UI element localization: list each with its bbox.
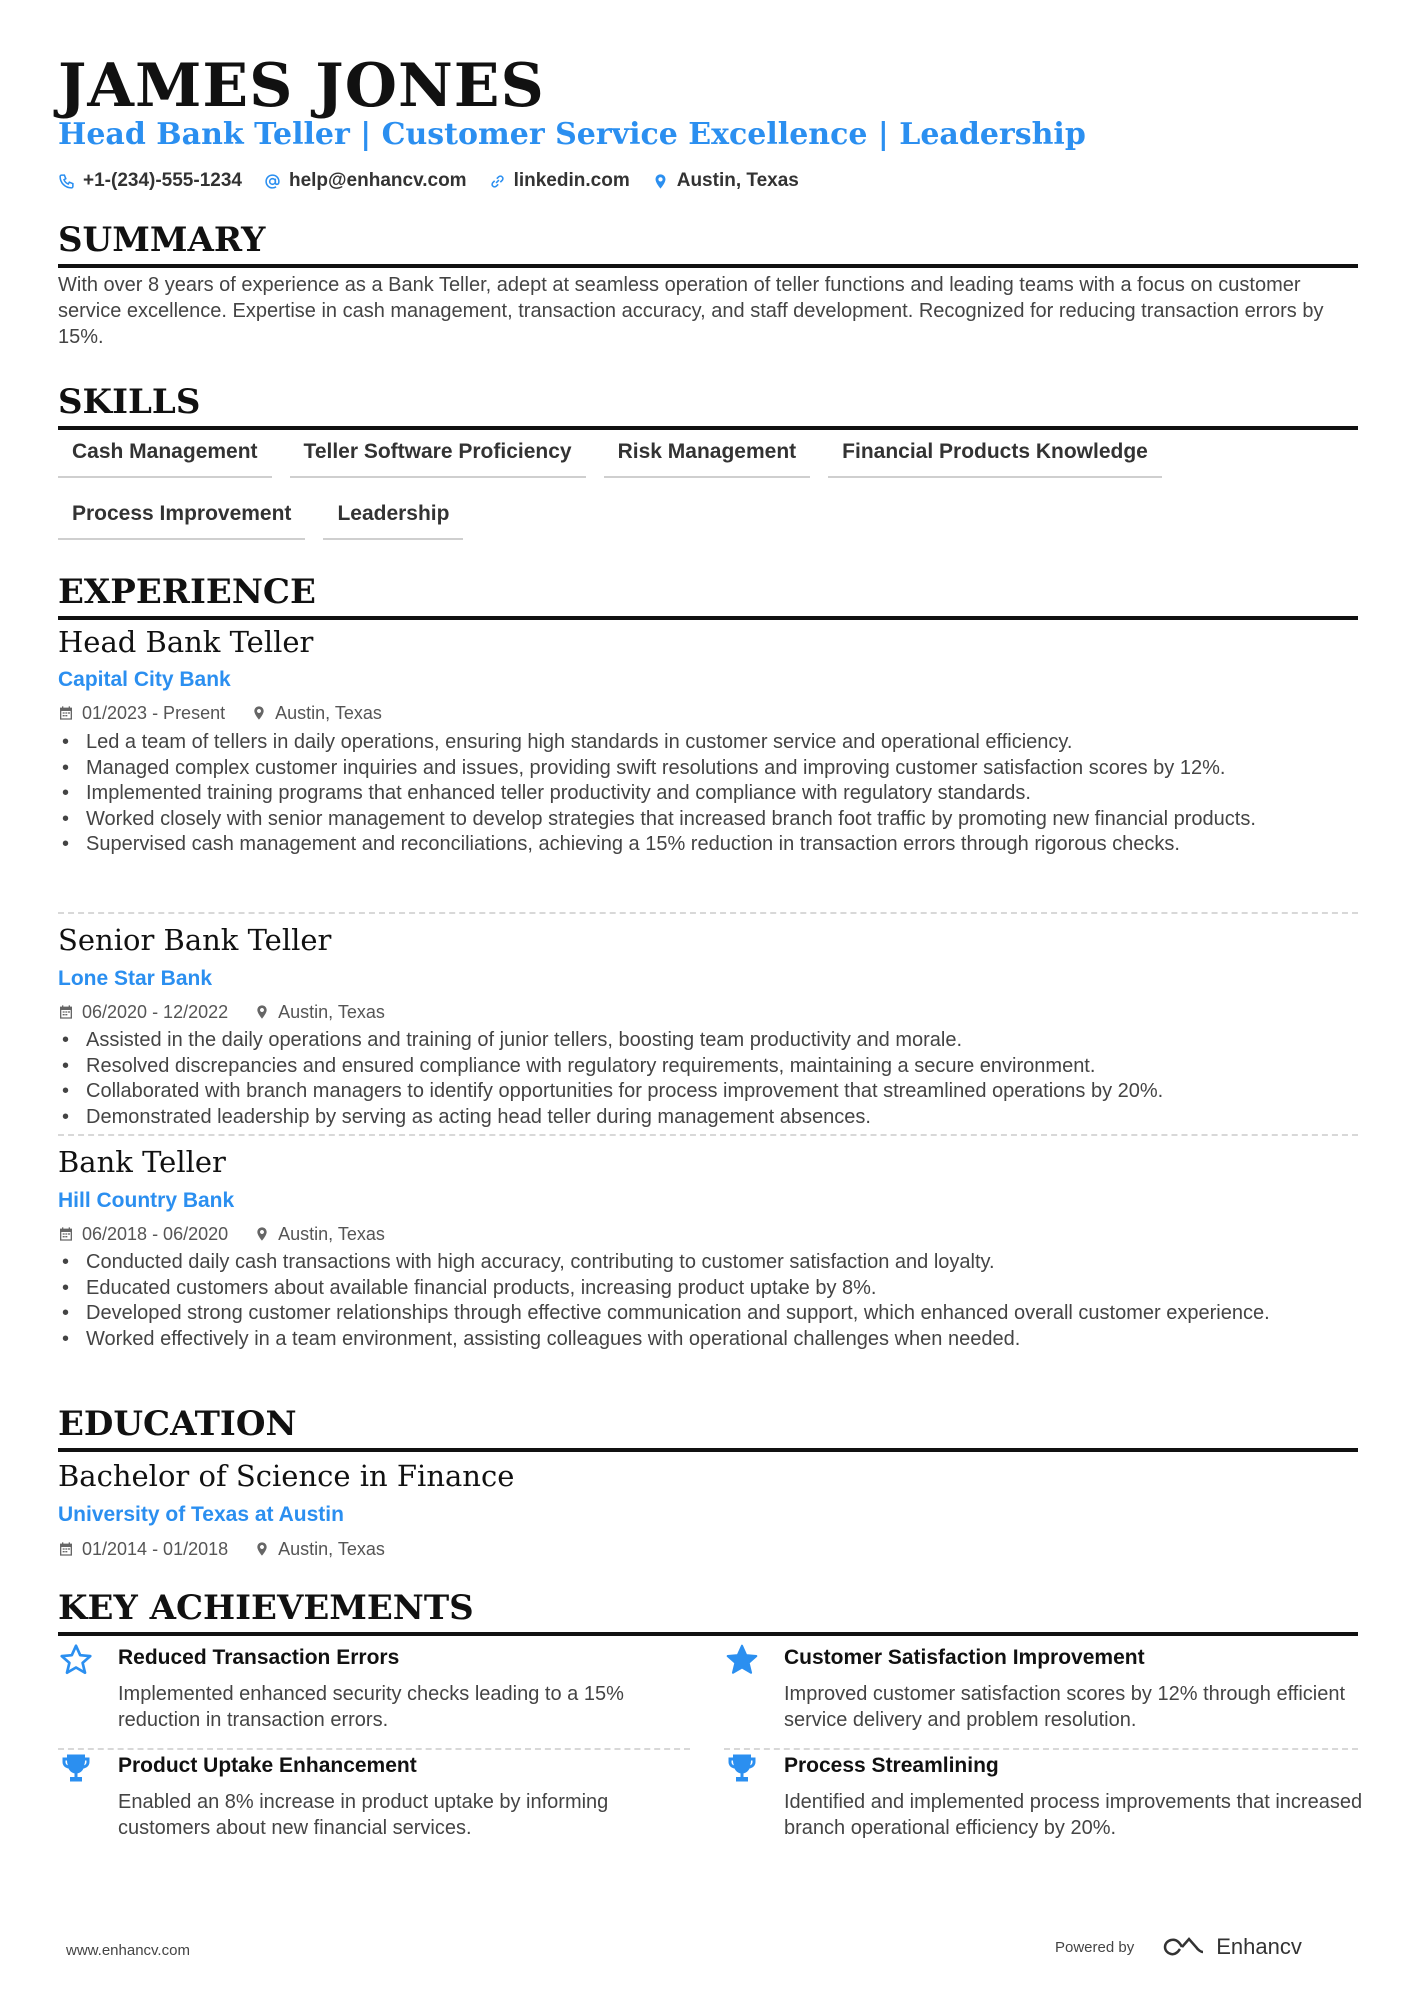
bullet-item: • Resolved discrepancies and ensured compliance with regulatory requirements, maintaining a secure environment. bbox=[58, 1054, 1358, 1080]
job-location: Austin, Texas bbox=[275, 703, 382, 723]
company-name: Capital City Bank bbox=[58, 668, 231, 691]
bullet-item: • Worked closely with senior management to develop strategies that increased branch foot traffic by promoting new financial products. bbox=[58, 807, 1358, 833]
enhancv-logo-icon bbox=[1162, 1935, 1206, 1959]
section-title-skills: SKILLS bbox=[58, 380, 1358, 430]
contact-linkedin[interactable] bbox=[489, 168, 630, 194]
company-name: Hill Country Bank bbox=[58, 1189, 235, 1212]
job-title: Head Bank Teller bbox=[58, 625, 314, 659]
summary-text: With over 8 years of experience as a Bank Teller, adept at seamless operation of teller functions and leading teams with a focus on customer service excellence. Expertise in cash management, transaction accuracy, and staff development. Recognized for reducing transaction errors by 15%. bbox=[58, 274, 1324, 348]
job-bullets bbox=[58, 730, 1358, 858]
skills-list bbox=[58, 438, 1358, 540]
powered-by-label: Powered by bbox=[1055, 1938, 1135, 1956]
section-title-summary: SUMMARY bbox=[58, 218, 1358, 268]
job-meta bbox=[58, 701, 382, 725]
footer-website-link[interactable]: www.enhancv.com bbox=[66, 1942, 190, 1959]
phone-text: +1-(234)-555-1234 bbox=[83, 170, 242, 191]
school-name: University of Texas at Austin bbox=[58, 1503, 344, 1526]
education-location: Austin, Texas bbox=[278, 1539, 385, 1559]
company-name: Lone Star Bank bbox=[58, 967, 213, 990]
bullet-item: • Led a team of tellers in daily operations, ensuring high standards in customer service and operational efficiency. bbox=[58, 730, 1358, 756]
bullet-item: • Educated customers about available financial products, increasing product uptake by 8%. bbox=[58, 1276, 1358, 1302]
skill-tag: Process Improvement bbox=[58, 500, 305, 540]
location-pin-icon bbox=[254, 1541, 270, 1557]
bullet-item: • Conducted daily cash transactions with high accuracy, contributing to customer satisfaction and loyalty. bbox=[58, 1250, 1358, 1276]
job-title: Senior Bank Teller bbox=[58, 923, 332, 957]
bullet-item: • Demonstrated leadership by serving as acting head teller during management absences. bbox=[58, 1105, 1358, 1131]
bullet-item: • Collaborated with branch managers to identify opportunities for process improvement that streamlined operations by 20%. bbox=[58, 1079, 1358, 1105]
contact-phone[interactable] bbox=[58, 168, 242, 194]
location-pin-icon bbox=[254, 1004, 270, 1020]
location-pin-icon bbox=[251, 705, 267, 721]
bullet-item: • Worked effectively in a team environment, assisting colleagues with operational challenges when needed. bbox=[58, 1327, 1358, 1353]
bullet-item: • Assisted in the daily operations and training of junior tellers, boosting team productivity and morale. bbox=[58, 1028, 1358, 1054]
star-filled-icon bbox=[724, 1642, 760, 1678]
job-meta bbox=[58, 1000, 385, 1024]
footer-branding bbox=[1055, 1934, 1302, 1960]
calendar-icon bbox=[58, 1226, 74, 1242]
achievement-divider bbox=[724, 1748, 1358, 1750]
calendar-icon bbox=[58, 705, 74, 721]
achievement-desc: Enabled an 8% increase in product uptake by informing customers about new financial services. bbox=[118, 1791, 609, 1839]
location-pin-icon bbox=[652, 173, 669, 190]
skill-tag: Teller Software Proficiency bbox=[290, 438, 586, 478]
job-dates: 06/2020 - 12/2022 bbox=[82, 1002, 229, 1022]
section-title-experience: EXPERIENCE bbox=[58, 570, 1358, 620]
skill-tag: Risk Management bbox=[604, 438, 811, 478]
achievement-desc: Identified and implemented process improvements that increased branch operational efficiency by 20%. bbox=[784, 1791, 1363, 1839]
section-title-achievements: KEY ACHIEVEMENTS bbox=[58, 1586, 1358, 1636]
job-bullets bbox=[58, 1028, 1358, 1130]
achievement-title: Process Streamlining bbox=[784, 1754, 999, 1777]
linkedin-text: linkedin.com bbox=[513, 170, 630, 191]
achievement-desc: Implemented enhanced security checks leading to a 15% reduction in transaction errors. bbox=[118, 1683, 624, 1731]
at-icon bbox=[264, 173, 281, 190]
bullet-item: • Supervised cash management and reconciliations, achieving a 15% reduction in transaction errors through rigorous checks. bbox=[58, 832, 1358, 858]
education-dates: 01/2014 - 01/2018 bbox=[82, 1539, 229, 1559]
email-text: help@enhancv.com bbox=[288, 170, 467, 191]
achievement-title: Product Uptake Enhancement bbox=[118, 1754, 417, 1777]
job-meta bbox=[58, 1222, 385, 1246]
brand-logo[interactable] bbox=[1162, 1934, 1302, 1960]
contact-bar bbox=[58, 168, 799, 194]
trophy-icon bbox=[58, 1750, 94, 1786]
location-text: Austin, Texas bbox=[676, 170, 799, 191]
link-icon bbox=[489, 173, 506, 190]
job-dates: 01/2023 - Present bbox=[82, 703, 226, 723]
candidate-name: JAMES JONES bbox=[58, 51, 545, 121]
headline-tagline: Head Bank Teller | Customer Service Excellence | Leadership bbox=[58, 117, 1086, 152]
job-location: Austin, Texas bbox=[278, 1002, 385, 1022]
skill-tag: Financial Products Knowledge bbox=[828, 438, 1162, 478]
job-divider bbox=[58, 912, 1358, 914]
education-meta bbox=[58, 1537, 385, 1561]
calendar-icon bbox=[58, 1541, 74, 1557]
job-title: Bank Teller bbox=[58, 1145, 226, 1179]
calendar-icon bbox=[58, 1004, 74, 1020]
contact-email[interactable] bbox=[264, 168, 467, 194]
phone-icon bbox=[58, 173, 75, 190]
job-divider bbox=[58, 1134, 1358, 1136]
achievement-title: Reduced Transaction Errors bbox=[118, 1646, 400, 1669]
bullet-item: • Implemented training programs that enhanced teller productivity and compliance with regulatory standards. bbox=[58, 781, 1358, 807]
achievement-divider bbox=[58, 1748, 690, 1750]
bullet-item: • Developed strong customer relationships through effective communication and support, which enhanced overall customer experience. bbox=[58, 1301, 1358, 1327]
bullet-item: • Managed complex customer inquiries and issues, providing swift resolutions and improving customer satisfaction scores by 12%. bbox=[58, 756, 1358, 782]
degree-title: Bachelor of Science in Finance bbox=[58, 1459, 515, 1493]
achievement-title: Customer Satisfaction Improvement bbox=[784, 1646, 1145, 1669]
skill-tag: Leadership bbox=[323, 500, 463, 540]
skill-tag: Cash Management bbox=[58, 438, 272, 478]
trophy-icon bbox=[724, 1750, 760, 1786]
job-location: Austin, Texas bbox=[278, 1224, 385, 1244]
section-title-education: EDUCATION bbox=[58, 1402, 1358, 1452]
job-dates: 06/2018 - 06/2020 bbox=[82, 1224, 229, 1244]
achievement-desc: Improved customer satisfaction scores by 12% through efficient service delivery and problem resolution. bbox=[784, 1683, 1346, 1731]
brand-name: Enhancv bbox=[1216, 1934, 1302, 1959]
location-pin-icon bbox=[254, 1226, 270, 1242]
star-outline-icon bbox=[58, 1642, 94, 1678]
job-bullets bbox=[58, 1250, 1358, 1352]
contact-location bbox=[652, 168, 799, 194]
